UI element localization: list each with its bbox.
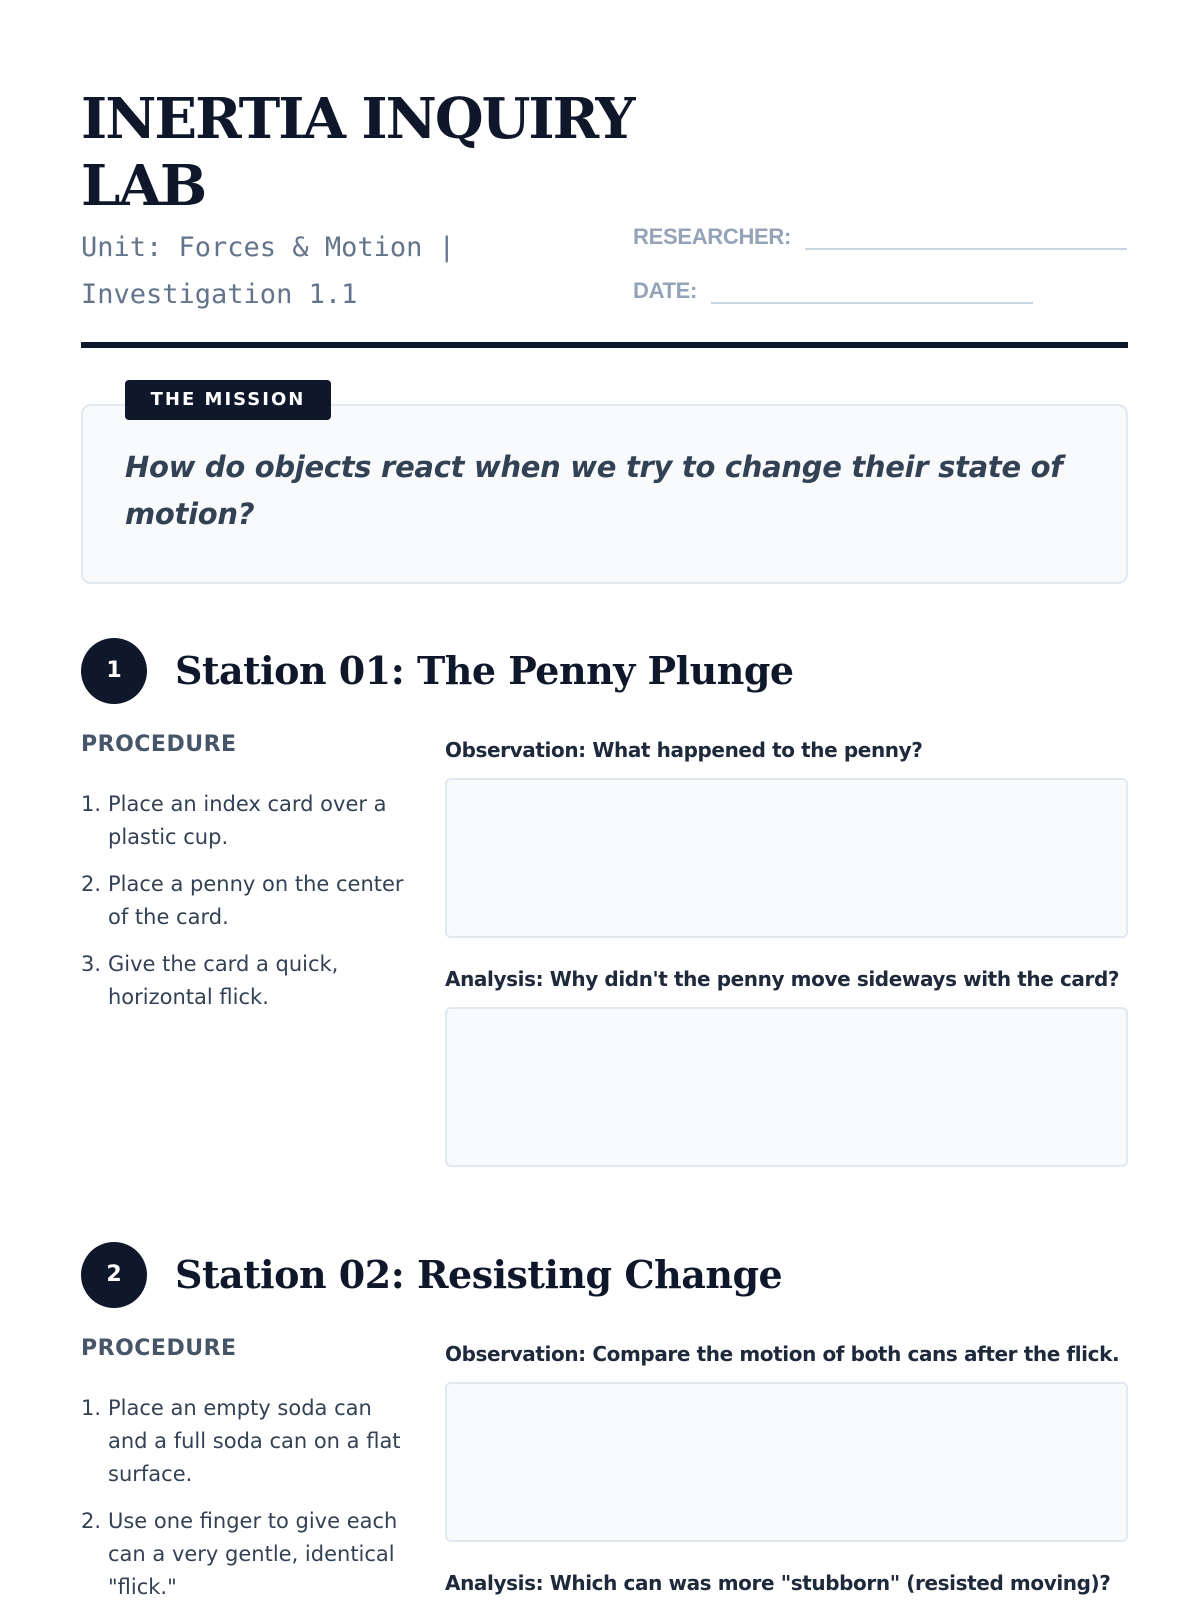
mission-tag: THE MISSION: [125, 380, 331, 420]
date-field: [633, 278, 1033, 304]
procedure-step-text: Give the card a quick, horizontal flick.: [108, 952, 339, 1009]
procedure-step: 1. Place an index card over a plastic cup.: [81, 792, 387, 849]
procedure-step: 3. Give the card a quick, horizontal flick.: [81, 952, 339, 1009]
researcher-label: RESEARCHER:: [633, 224, 792, 249]
page-title: INERTIA INQUIRY LAB: [81, 86, 634, 219]
procedure-list: [81, 1392, 411, 1600]
researcher-field: [633, 224, 1127, 250]
procedure-list: [81, 788, 411, 1028]
station-title: Station 02: Resisting Change: [175, 1252, 783, 1297]
station-title: Station 01: The Penny Plunge: [175, 648, 794, 693]
procedure-step-text: Place an empty soda can and a full soda can on a flat surface.: [108, 1396, 401, 1486]
procedure-heading: PROCEDURE: [81, 1336, 237, 1361]
procedure-step-text: Place an index card over a plastic cup.: [108, 792, 387, 849]
observation-prompt: Observation: Compare the motion of both cans after the flick.: [445, 1342, 1120, 1366]
researcher-blank-line[interactable]: [805, 224, 1127, 250]
procedure-step: 1. Place an empty soda can and a full soda can on a flat surface.: [81, 1396, 401, 1486]
date-blank-line[interactable]: [711, 278, 1033, 304]
observation-answer-box[interactable]: [445, 1382, 1128, 1542]
procedure-step-text: Use one finger to give each can a very gentle, identical "flick.": [108, 1509, 398, 1599]
analysis-prompt: Analysis: Why didn't the penny move sideways with the card?: [445, 967, 1120, 991]
procedure-heading: PROCEDURE: [81, 732, 237, 757]
analysis-answer-box[interactable]: [445, 1007, 1128, 1167]
worksheet-page: [81, 0, 1128, 1600]
date-label: DATE:: [633, 278, 698, 303]
procedure-step: 2. Place a penny on the center of the card.: [81, 872, 404, 929]
station-number-badge: 1: [81, 638, 147, 704]
observation-prompt: Observation: What happened to the penny?: [445, 738, 923, 762]
mission-question: How do objects react when we try to change their state of motion?: [125, 450, 1063, 531]
analysis-prompt: Analysis: Which can was more "stubborn" (resisted moving)?: [445, 1571, 1111, 1595]
procedure-step: 2. Use one finger to give each can a very gentle, identical "flick.": [81, 1509, 398, 1599]
header-divider: [81, 342, 1128, 348]
procedure-step-text: Place a penny on the center of the card.: [108, 872, 404, 929]
unit-subtitle: Unit: Forces & Motion | Investigation 1.1: [81, 232, 455, 310]
observation-answer-box[interactable]: [445, 778, 1128, 938]
station-number-badge: 2: [81, 1242, 147, 1308]
